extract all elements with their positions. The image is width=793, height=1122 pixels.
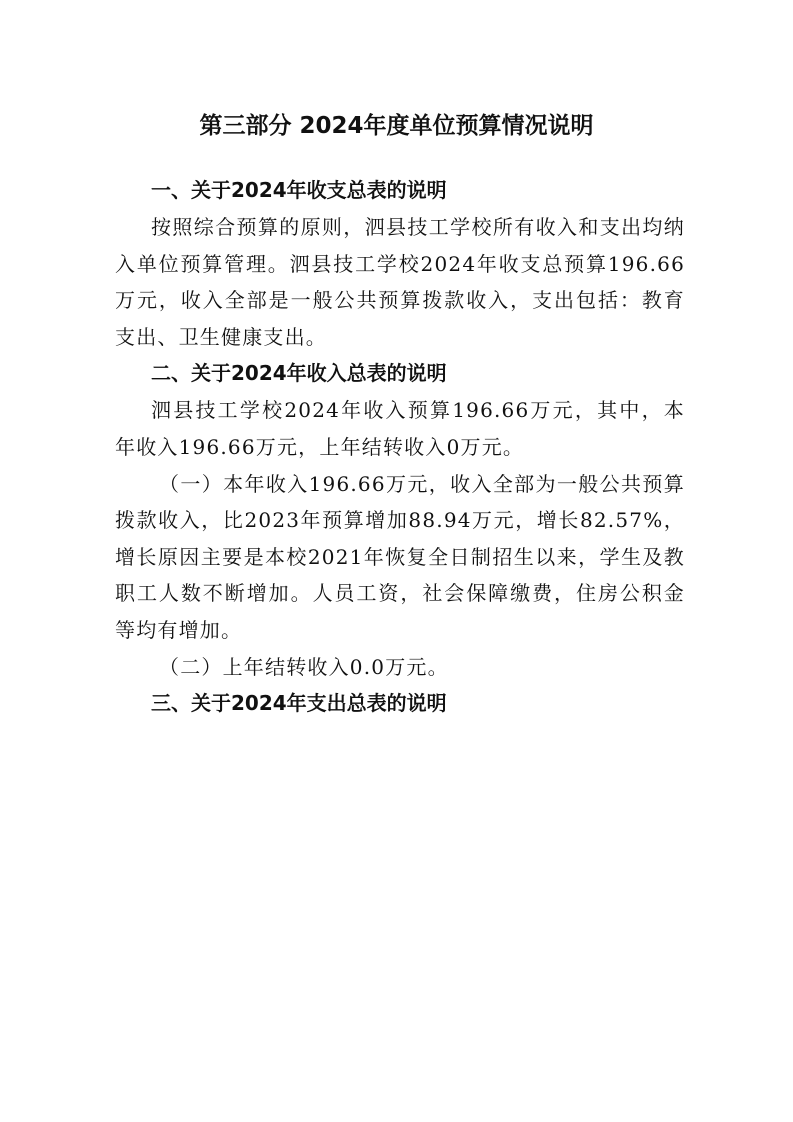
section-heading-3: 三、关于2024年支出总表的说明 <box>151 691 447 716</box>
page-title: 第三部分 2024年度单位预算情况说明 <box>199 113 594 139</box>
document-body <box>115 172 685 722</box>
section-heading-2: 二、关于2024年收入总表的说明 <box>151 361 447 386</box>
section-heading-1: 一、关于2024年收支总表的说明 <box>151 178 447 202</box>
section-2-paragraph-1: 泗县技工学校2024年收入预算196.66万元，其中，本年收入196.66万元，上年结转收入0万元。 <box>115 398 685 459</box>
section-2-paragraph-2: （一）本年收入196.66万元，收入全部为一般公共预算拨款收入，比2023年预算增加88.94万元，增长82.57%，增长原因主要是本校2021年恢复全日制招生以来，学生及教职工人数不断增加。人员工资，社会保障缴费，住房公积金等均有增加。 <box>115 471 685 642</box>
section-1-paragraph-1: 按照综合预算的原则，泗县技工学校所有收入和支出均纳入单位预算管理。泗县技工学校2024年收支总预算196.66万元，收入全部是一般公共预算拨款收入，支出包括：教育支出、卫生健康支出。 <box>115 215 685 349</box>
section-2-paragraph-3: （二）上年结转收入0.0万元。 <box>159 654 449 679</box>
